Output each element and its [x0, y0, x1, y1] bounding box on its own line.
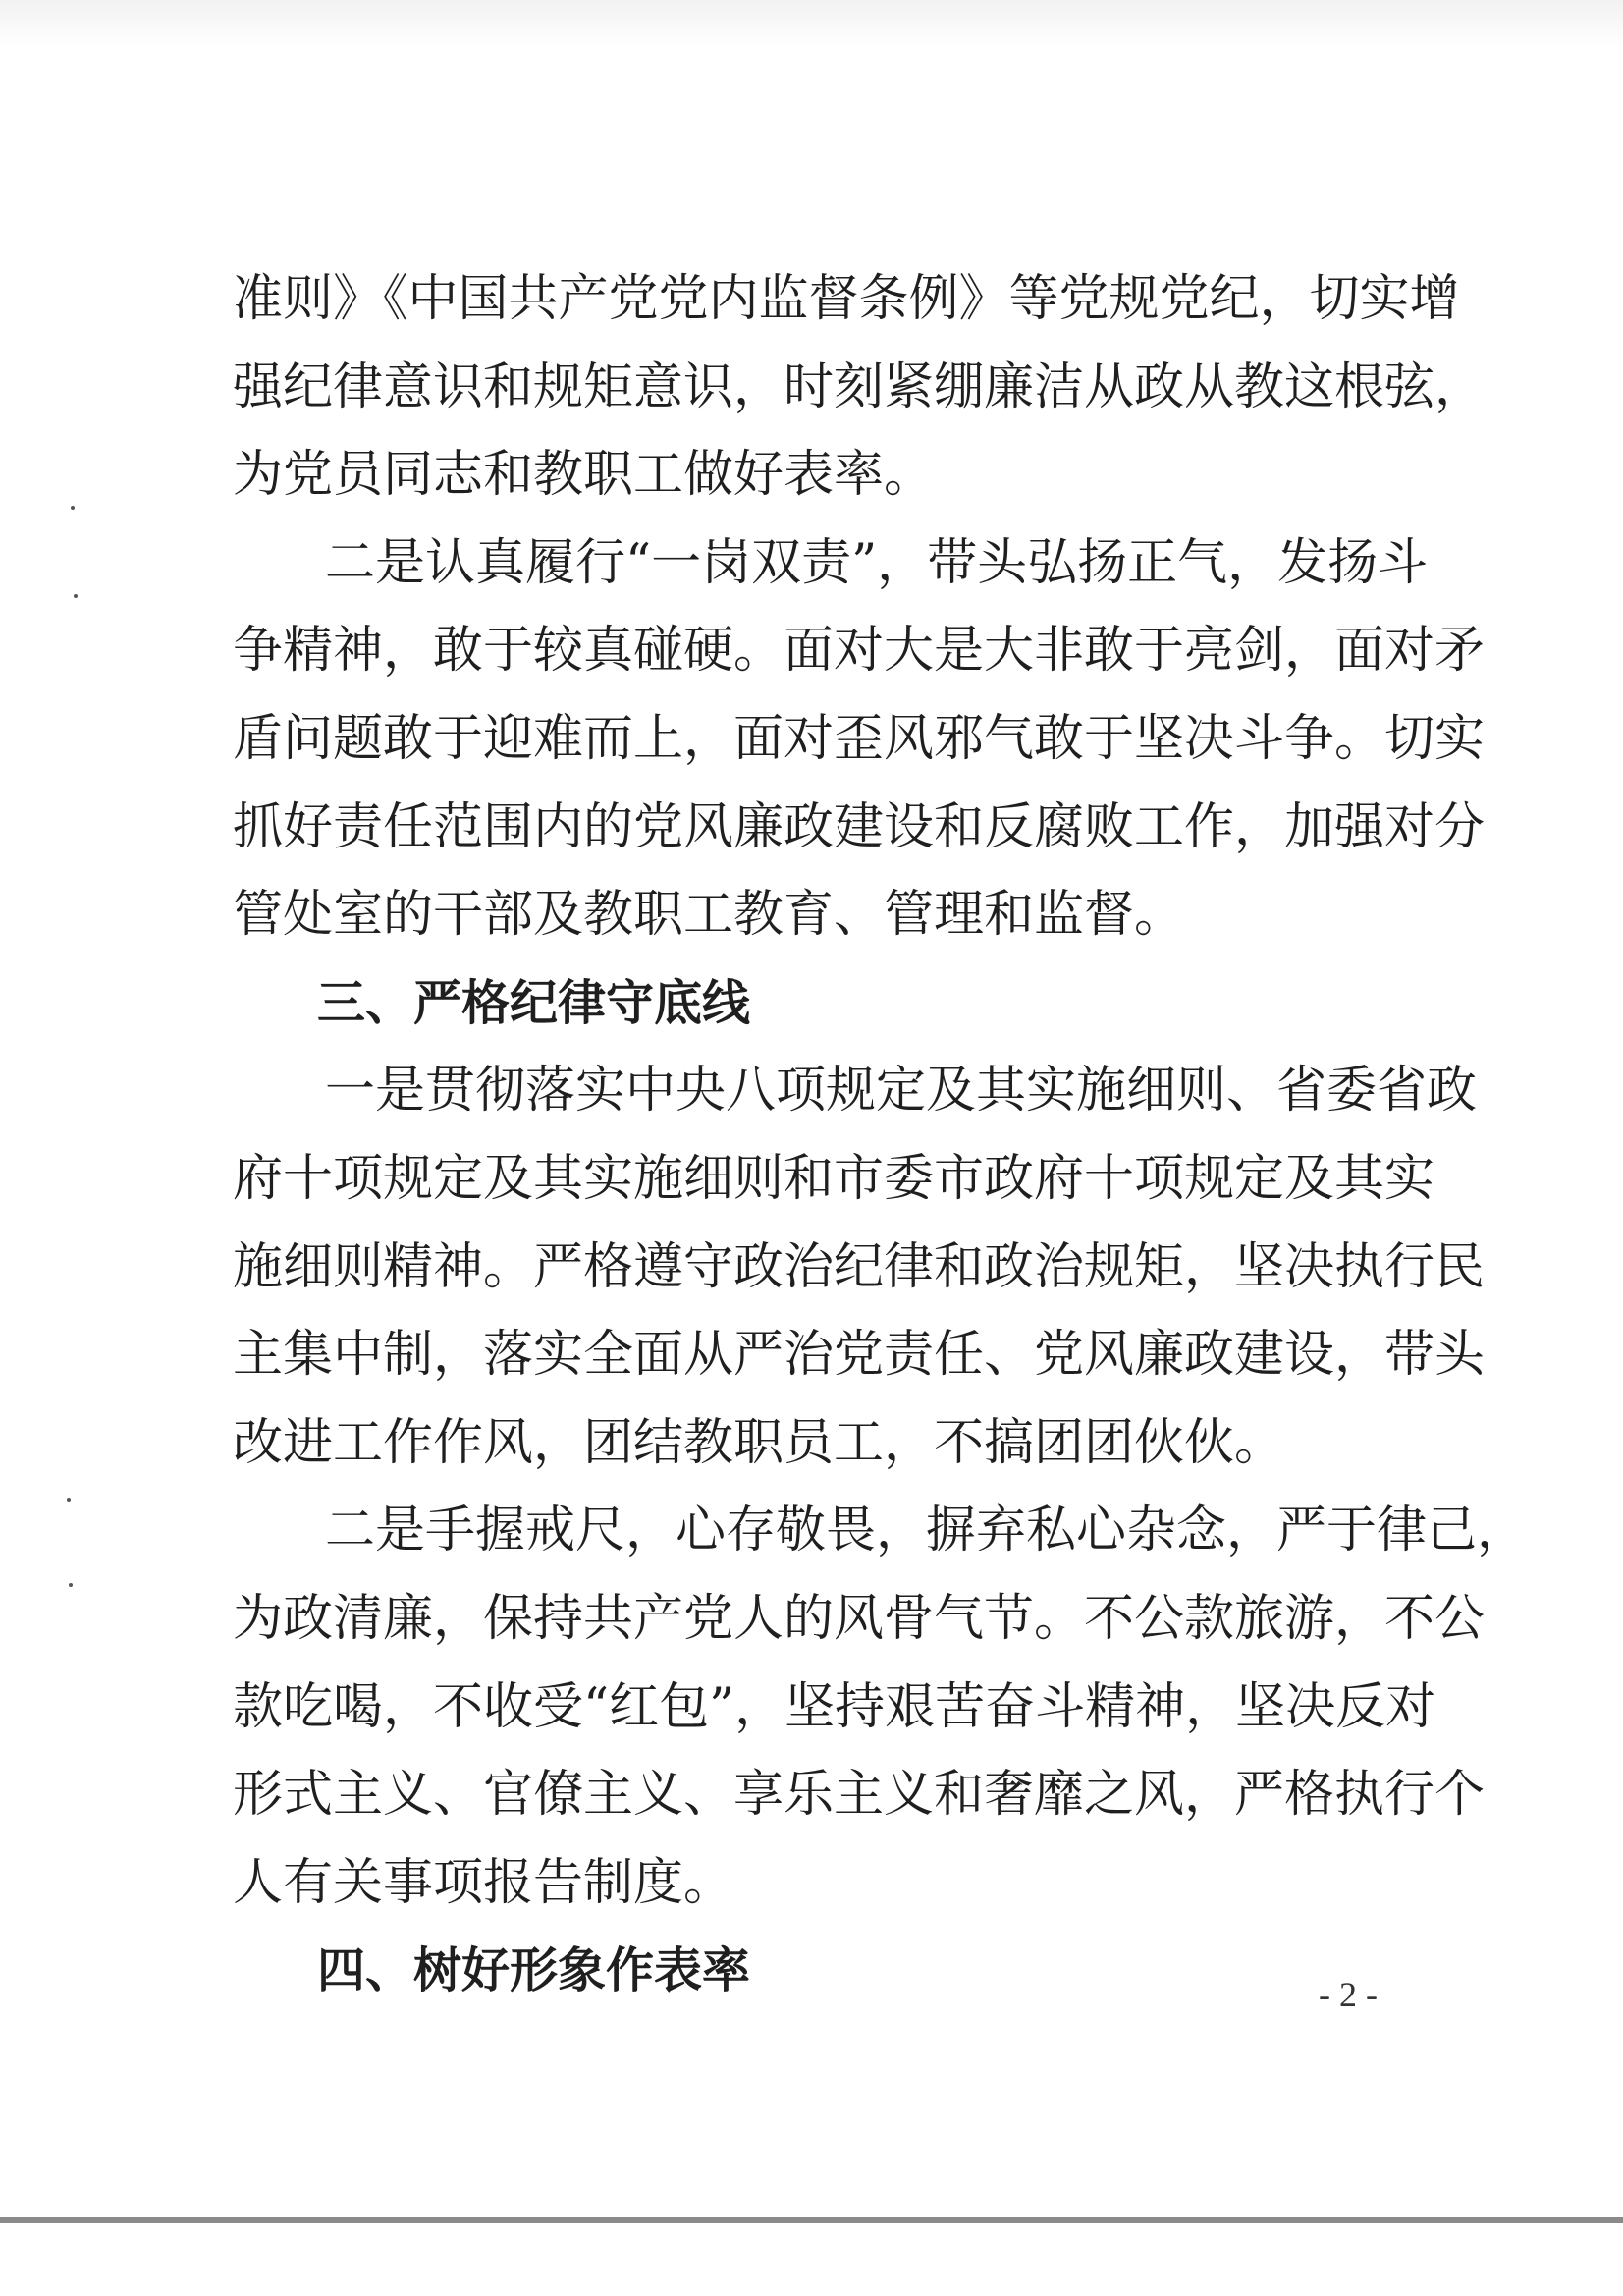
- paragraph-line: 准则》《中国共产党党内监督条例》等党规党纪，切实增: [233, 270, 1460, 328]
- paragraph-line: 管处室的干部及教职工教育、管理和监督。: [233, 886, 1185, 945]
- section-heading: 三、严格纪律守底线: [317, 974, 751, 1031]
- paragraph-line: 强纪律意识和规矩意识，时刻紧绷廉洁从政从教这根弦，: [233, 357, 1486, 416]
- paragraph-line: 为党员同志和教职工做好表率。: [233, 446, 935, 505]
- scan-speck: [71, 506, 75, 510]
- paragraph-line: 盾问题敢于迎难而上，面对歪风邪气敢于坚决斗争。切实: [233, 709, 1486, 768]
- paragraph-line: 争精神，敢于较真碰硬。面对大是大非敢于亮剑，面对矛: [233, 622, 1486, 681]
- scan-top-shadow: [0, 0, 1623, 47]
- paragraph-line: 抓好责任范围内的党风廉政建设和反腐败工作，加强对分: [233, 797, 1486, 856]
- paragraph-line: 二是认真履行“一岗双责”，带头弘扬正气，发扬斗: [325, 533, 1429, 592]
- section-heading: 四、树好形象作表率: [317, 1942, 751, 1999]
- paragraph-line: 施细则精神。严格遵守政治纪律和政治规矩，坚决执行民: [233, 1237, 1486, 1296]
- scan-speck: [69, 1583, 73, 1587]
- document-body: [233, 255, 1528, 2015]
- paragraph-line: 形式主义、官僚主义、享乐主义和奢靡之风，严格执行个: [233, 1766, 1486, 1825]
- page-number: - 2 -: [1319, 1975, 1378, 2014]
- paragraph-line: 款吃喝，不收受“红包”，坚持艰苦奋斗精神，坚决反对: [233, 1677, 1436, 1736]
- scan-speck: [67, 1498, 71, 1502]
- paragraph-line: 为政清廉，保持共产党人的风骨气节。不公款旅游，不公: [233, 1589, 1486, 1648]
- paragraph-line: 府十项规定及其实施细则和市委市政府十项规定及其实: [233, 1149, 1435, 1208]
- paragraph-line: 一是贯彻落实中央八项规定及其实施细则、省委省政: [325, 1062, 1478, 1121]
- scan-bottom-edge: [0, 2217, 1623, 2223]
- paragraph-line: 二是手握戒尺，心存敬畏，摒弃私心杂念，严于律己，: [325, 1502, 1528, 1560]
- paragraph-line: 人有关事项报告制度。: [233, 1853, 734, 1912]
- paragraph-line: 主集中制，落实全面从严治党责任、党风廉政建设，带头: [233, 1326, 1486, 1385]
- paragraph-line: 改进工作作风，团结教职员工，不搞团团伙伙。: [233, 1413, 1285, 1472]
- scan-speck: [74, 594, 78, 598]
